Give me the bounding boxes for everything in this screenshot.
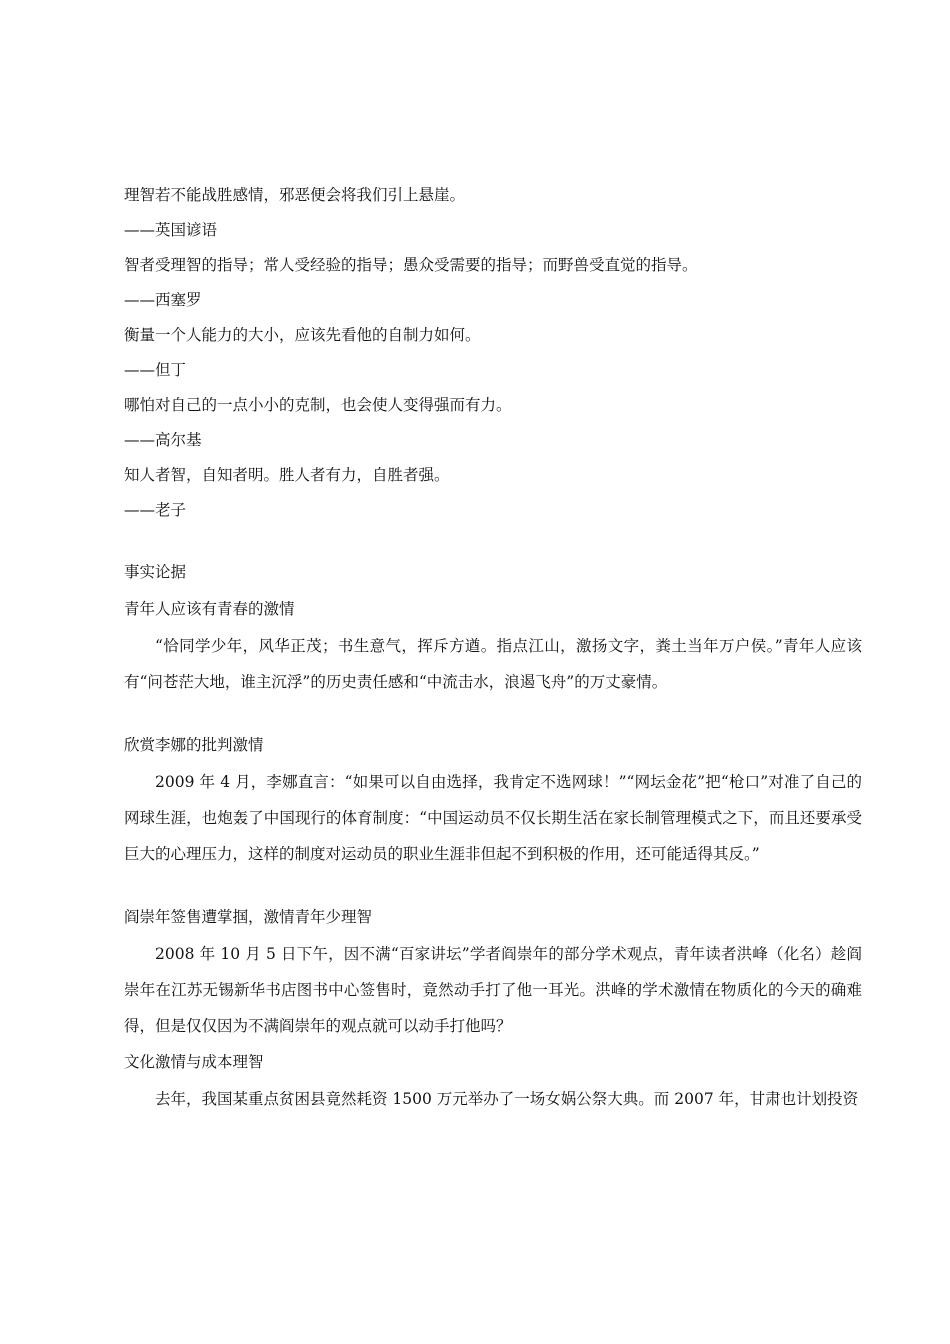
- article-title: 欣赏李娜的批判激情: [124, 736, 264, 754]
- article-body: 2008 年 10 月 5 日下午，因不满“百家讲坛”学者阎崇年的部分学术观点，青年读者洪峰（化名）趁阎崇年在江苏无锡新华书店图书中心签售时，竟然动手打了他一耳光。洪峰的学术激情在物质化的今天的确难得，但是仅仅因为不满阎崇年的观点就可以动手打他吗？: [124, 945, 862, 1035]
- article-title: 青年人应该有青春的激情: [124, 600, 295, 618]
- document-body: [124, 178, 862, 1117]
- article-body: 去年，我国某重点贫困县竟然耗资 1500 万元举办了一场女娲公祭大典。而 2007 年，甘肃也计划投资: [155, 1090, 859, 1108]
- article-title: 阎崇年签售遭掌掴，激情青年少理智: [124, 908, 373, 926]
- quote-author: ——西塞罗: [124, 291, 202, 309]
- quote-author: ——英国谚语: [124, 221, 218, 239]
- quote-author: ——高尔基: [124, 431, 202, 449]
- quote-author: ——但丁: [124, 361, 187, 379]
- quote-text: 哪怕对自己的一点小小的克制，也会使人变得强而有力。: [124, 396, 512, 414]
- quote-text: 理智若不能战胜感情，邪恶便会将我们引上悬崖。: [124, 186, 466, 204]
- article-title: 文化激情与成本理智: [124, 1053, 264, 1071]
- quote-text: 衡量一个人能力的大小，应该先看他的自制力如何。: [124, 326, 481, 344]
- article-body: 2009 年 4 月，李娜直言：“如果可以自由选择，我肯定不选网球！”“网坛金花”把“枪口”对准了自己的网球生涯，也炮轰了中国现行的体育制度：“中国运动员不仅长期生活在家长制管理模式之下，而且还要承受巨大的心理压力，这样的制度对运动员的职业生涯非但起不到积极的作用，还可能适得其反。”: [124, 773, 862, 863]
- quote-text: 智者受理智的指导；常人受经验的指导；愚众受需要的指导；而野兽受直觉的指导。: [124, 256, 698, 274]
- article-body: “恰同学少年，风华正茂；书生意气，挥斥方遒。指点江山，激扬文字，粪土当年万户侯。”青年人应该有“问苍茫大地，谁主沉浮”的历史责任感和“中流击水，浪遏飞舟”的万丈豪情。: [124, 637, 862, 691]
- section-title: 事实论据: [124, 563, 187, 581]
- quote-text: 知人者智，自知者明。胜人者有力，自胜者强。: [124, 466, 450, 484]
- quote-author: ——老子: [124, 501, 187, 519]
